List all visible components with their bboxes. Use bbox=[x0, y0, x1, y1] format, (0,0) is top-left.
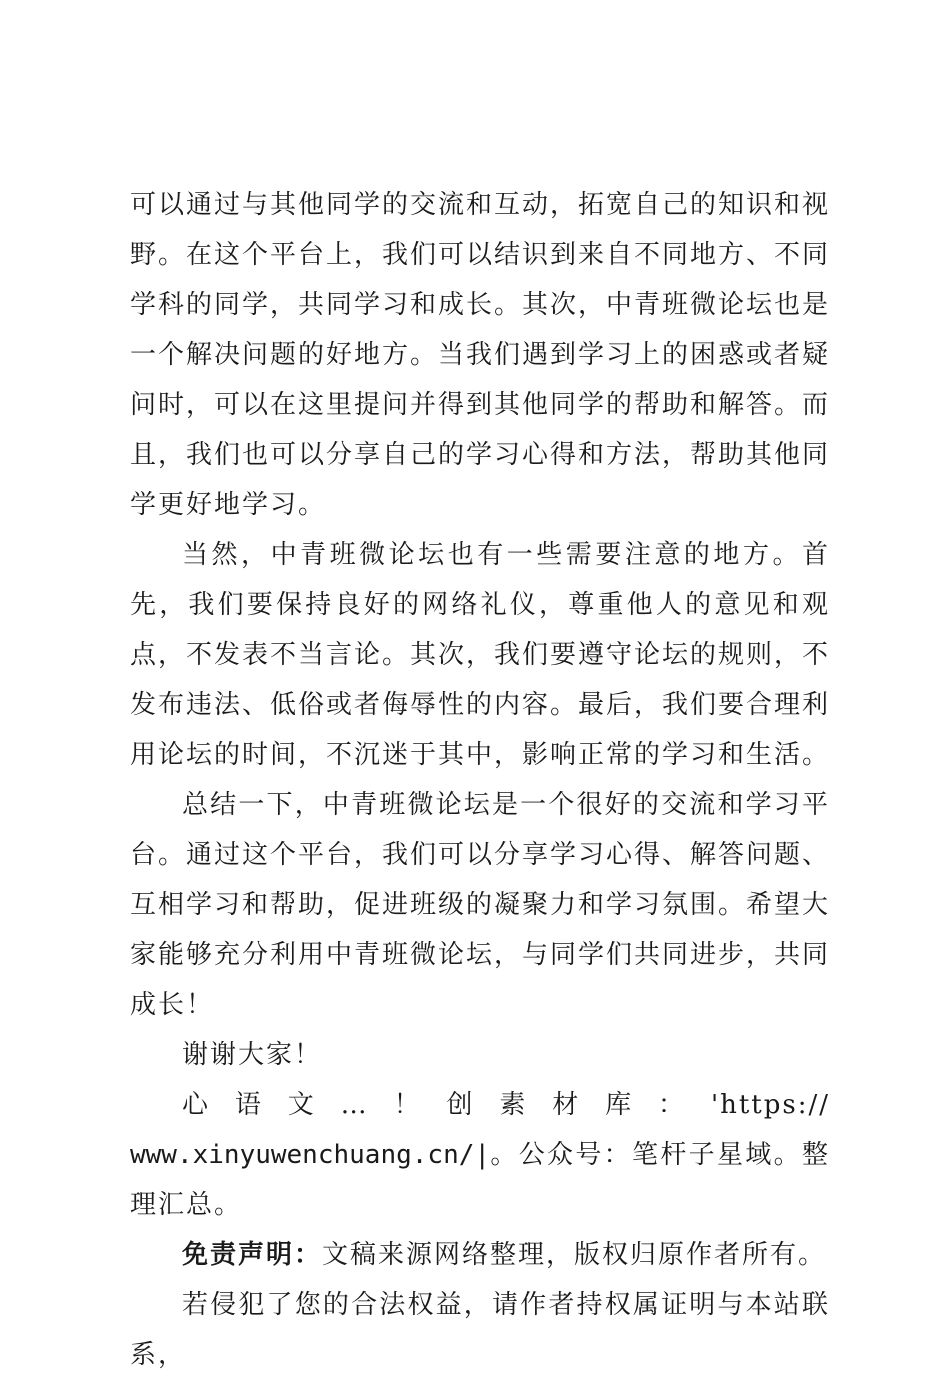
source-line-2 bbox=[130, 1130, 830, 1230]
paragraph-forum-benefits: 可以通过与其他同学的交流和互动，拓宽自己的知识和视野。在这个平台上，我们可以结识到来自不同地方、不同学科的同学，共同学习和成长。其次，中青班微论坛也是一个解决问题的好地方。当我们遇到学习上的困惑或者疑问时，可以在这里提问并得到其他同学的帮助和解答。而且，我们也可以分享自己的学习心得和方法，帮助其他同学更好地学习。 bbox=[130, 190, 831, 520]
disclaimer-label: 免责声明： bbox=[182, 1240, 323, 1270]
paragraph-summary: 总结一下，中青班微论坛是一个很好的交流和学习平台。通过这个平台，我们可以分享学习心得、解答问题、互相学习和帮助，促进班级的凝聚力和学习氛围。希望大家能够充分利用中青班微论坛，与同学们共同进步，共同成长！ bbox=[130, 790, 831, 1020]
disclaimer-text: 文稿来源网络整理，版权归原作者所有。 bbox=[322, 1240, 827, 1270]
source-attribution: 。公众号：笔杆子星域。整理汇总。 bbox=[130, 1140, 830, 1220]
paragraph-thanks: 谢谢大家！ bbox=[182, 1040, 323, 1070]
source-url: www.xinyuwenchuang.cn/| bbox=[130, 1140, 491, 1170]
disclaimer bbox=[130, 1230, 830, 1280]
document-body bbox=[130, 180, 830, 1380]
paragraph-infringement-notice: 若侵犯了您的合法权益，请作者持权属证明与本站联系， bbox=[130, 1290, 830, 1370]
source-line-1: 心语文…！创素材库：'https:// bbox=[182, 1090, 830, 1120]
paragraph-forum-cautions: 当然，中青班微论坛也有一些需要注意的地方。首先，我们要保持良好的网络礼仪，尊重他人的意见和观点，不发表不当言论。其次，我们要遵守论坛的规则，不发布违法、低俗或者侮辱性的内容。最后，我们要合理利用论坛的时间，不沉迷于其中，影响正常的学习和生活。 bbox=[130, 540, 831, 770]
